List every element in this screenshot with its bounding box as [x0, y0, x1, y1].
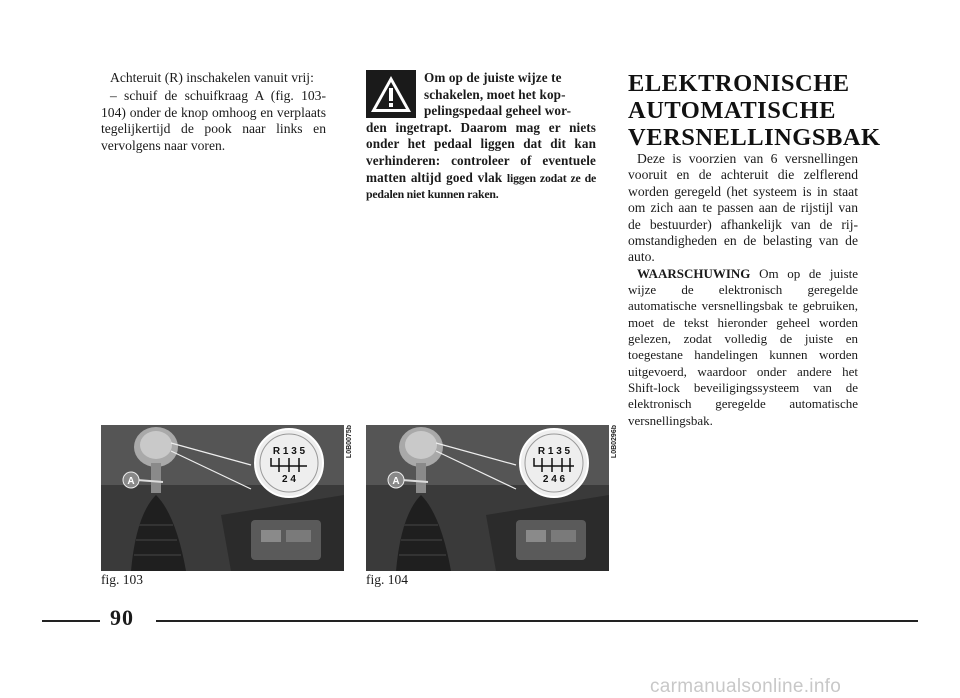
intro-text: Deze is voorzien van 6 versnellingen vooruit en de achteruit die zelflerend worden geregeld (het systeem is in staat om zich aan te passen aan de rijstijl van de bestuurder) afhankelijk van de rij-omstandigheden en de belasting van de auto.: [628, 151, 858, 265]
caution-text: Om op de juiste wijze de elektronisch geregelde automatische versnellingsbak te gebruiken, moet de tekst hieronder geheel worden gelezen, zodat volledig de juiste en toegestane handelingen kunnen worden uitgevoerd, waardoor onder andere het Shift-lock beveiligingssysteem van de elektronisch geregelde automatische versnellingsbak.: [628, 265, 859, 428]
watermark: carmanualsonline.info: [650, 676, 842, 697]
warning-body: den ingetrapt. Daarom mag er niets onder het pedaal liggen dat dit kan verhinderen: controleer of eventuele matten altijd goed vlak: [366, 119, 596, 185]
page-number: 90: [110, 605, 134, 630]
right-column: [628, 70, 881, 429]
intro-paragraph: [628, 151, 858, 266]
heading-line-3: VERSNELLINGSBAK: [628, 124, 881, 151]
figure-104-image: [366, 425, 609, 571]
reverse-instruction-text: – schuif de schuifkraag A (fig. 103-104) onder de knop omhoog en verplaats tegelijkertijd de pook naar links en vervolgens naar voren.: [101, 88, 326, 153]
figure-104-gear-top: R 1 3 5: [537, 446, 571, 457]
warning-body-small: liggen zodat ze de pedalen niet kunnen raken.: [366, 170, 596, 202]
reverse-instruction-paragraph: [101, 88, 326, 154]
footer-rule-right: [156, 620, 918, 622]
footer-rule-left: [42, 620, 100, 622]
gear-lever-photo-103: [101, 425, 344, 571]
warning-triangle-icon: [366, 70, 416, 118]
figure-103-code: L0B0075b: [346, 425, 353, 459]
left-column: [101, 70, 326, 154]
section-heading: [628, 70, 881, 151]
figure-103-caption: fig. 103: [101, 572, 143, 587]
heading-line-2: AUTOMATISCHE: [628, 97, 836, 124]
warning-box: [366, 70, 596, 203]
warning-line-3: pelingspedaal geheel wor-: [424, 103, 572, 119]
figure-103-image: [101, 425, 344, 571]
figure-103-gear-top: R 1 3 5: [272, 446, 306, 457]
gear-lever-photo-104: [366, 425, 609, 571]
heading-line-1: ELEKTRONISCHE: [628, 70, 850, 97]
reverse-intro-paragraph: [101, 70, 326, 86]
warning-line-1: Om op de juiste wijze te: [424, 70, 562, 85]
caution-paragraph: [628, 266, 858, 429]
caution-label: WAARSCHUWING: [637, 265, 751, 281]
figure-103-gear-bottom: 2 4: [282, 474, 296, 485]
figure-104-marker: A: [392, 476, 400, 487]
figure-104-caption: fig. 104: [366, 572, 408, 587]
figure-103-marker: A: [127, 476, 135, 487]
figure-104-code: L0B0296b: [611, 425, 618, 459]
warning-line-2: schakelen, moet het kop-: [424, 86, 566, 102]
figure-104-gear-bottom: 2 4 6: [542, 474, 566, 485]
reverse-intro-text: Achteruit (R) inschakelen vanuit vrij:: [110, 70, 314, 85]
